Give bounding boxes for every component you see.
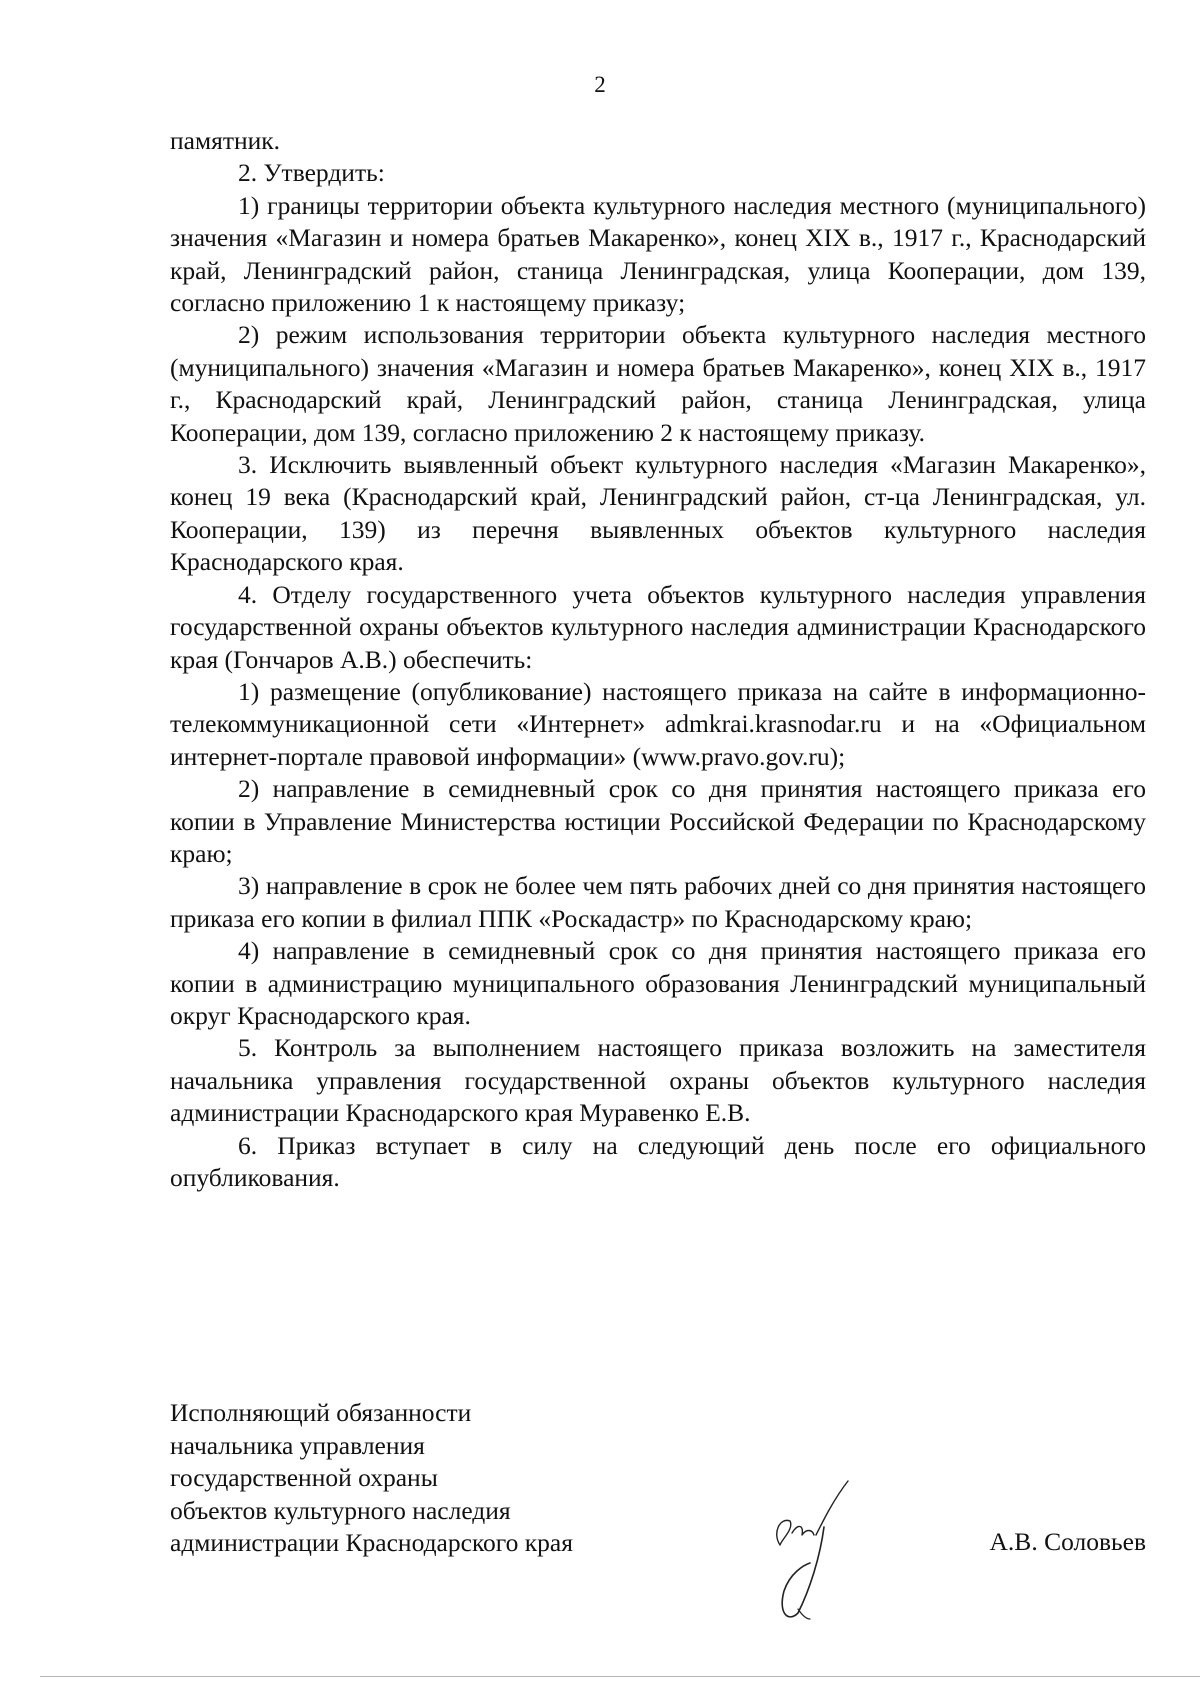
paragraph-item-2-2: 2) режим использования территории объекта культурного наследия местного (муниципального) значения «Магазин и номера братьев Макаренко», конец XIX в., 1917 г., Краснодарский край, Ленинградский район, станица Ленинградская, улица Кооперации, дом 139, согласно приложению 2 к настоящему приказу. [170, 320, 1146, 447]
signatory-title [170, 1397, 573, 1560]
paragraph-continuation: памятник. [170, 126, 281, 155]
paragraph-item-4-2: 2) направление в семидневный срок со дня принятия настоящего приказа его копии в Управление Министерства юстиции Российской Федерации по Краснодарскому краю; [170, 774, 1146, 868]
paragraph-item-4-3: 3) направление в срок не более чем пять рабочих дней со дня принятия настоящего приказа его копии в филиал ППК «Роскадастр» по Краснодарскому краю; [170, 871, 1146, 933]
paragraph-item-2: 2. Утвердить: [238, 158, 385, 188]
signatory-title-line: государственной охраны [170, 1463, 438, 1493]
signatory-title-line: администрации Краснодарского края [170, 1528, 573, 1558]
paragraph-item-4-4: 4) направление в семидневный срок со дня принятия настоящего приказа его копии в администрацию муниципального образования Ленинградский муниципальный округ Краснодарского края. [170, 936, 1146, 1030]
paragraph-item-5: 5. Контроль за выполнением настоящего приказа возложить на заместителя начальника управления государственной охраны объектов культурного наследия администрации Краснодарского края Муравенко Е.В. [170, 1033, 1146, 1128]
paragraph-item-4-1: 1) размещение (опубликование) настоящего приказа на сайте в информационно-телекоммуникационной сети «Интернет» admkrai.krasnodar.ru и на «Официальном интернет-портале правовой информации» (www.pravo.gov.ru); [170, 676, 1146, 771]
signatory-title-line: Исполняющий обязанности [170, 1398, 472, 1427]
paragraph-item-3: 3. Исключить выявленный объект культурного наследия «Магазин Макаренко», конец 19 века (Краснодарский край, Ленинградский район, ст-ца Ленинградская, ул. Кооперации, 139) из перечня выявленных объектов культурного наследия Краснодарского края. [170, 450, 1146, 577]
signatory-title-line: начальника управления [170, 1430, 425, 1460]
signatory-title-line: объектов культурного наследия [170, 1495, 511, 1525]
page-number: 2 [594, 72, 606, 97]
paragraph-item-4: 4. Отделу государственного учета объектов культурного наследия управления государственной охраны объектов культурного наследия администрации Краснодарского края (Гончаров А.В.) обеспечить: [170, 579, 1146, 674]
document-body [170, 125, 1146, 1194]
page-edge-line [40, 1676, 1200, 1677]
signature-block [170, 1397, 1146, 1617]
paragraph-item-2-1: 1) границы территории объекта культурного наследия местного (муниципального) значения «Магазин и номера братьев Макаренко», конец XIX в., 1917 г., Краснодарский край, Ленинградский район, станица Ленинградская, улица Кооперации, дом 139, согласно приложению 1 к настоящему приказу; [170, 190, 1146, 318]
handwritten-signature [758, 1473, 868, 1623]
signatory-name: А.В. Соловьев [989, 1527, 1146, 1556]
paragraph-item-6: 6. Приказ вступает в силу на следующий день после его официального опубликования. [170, 1130, 1146, 1192]
